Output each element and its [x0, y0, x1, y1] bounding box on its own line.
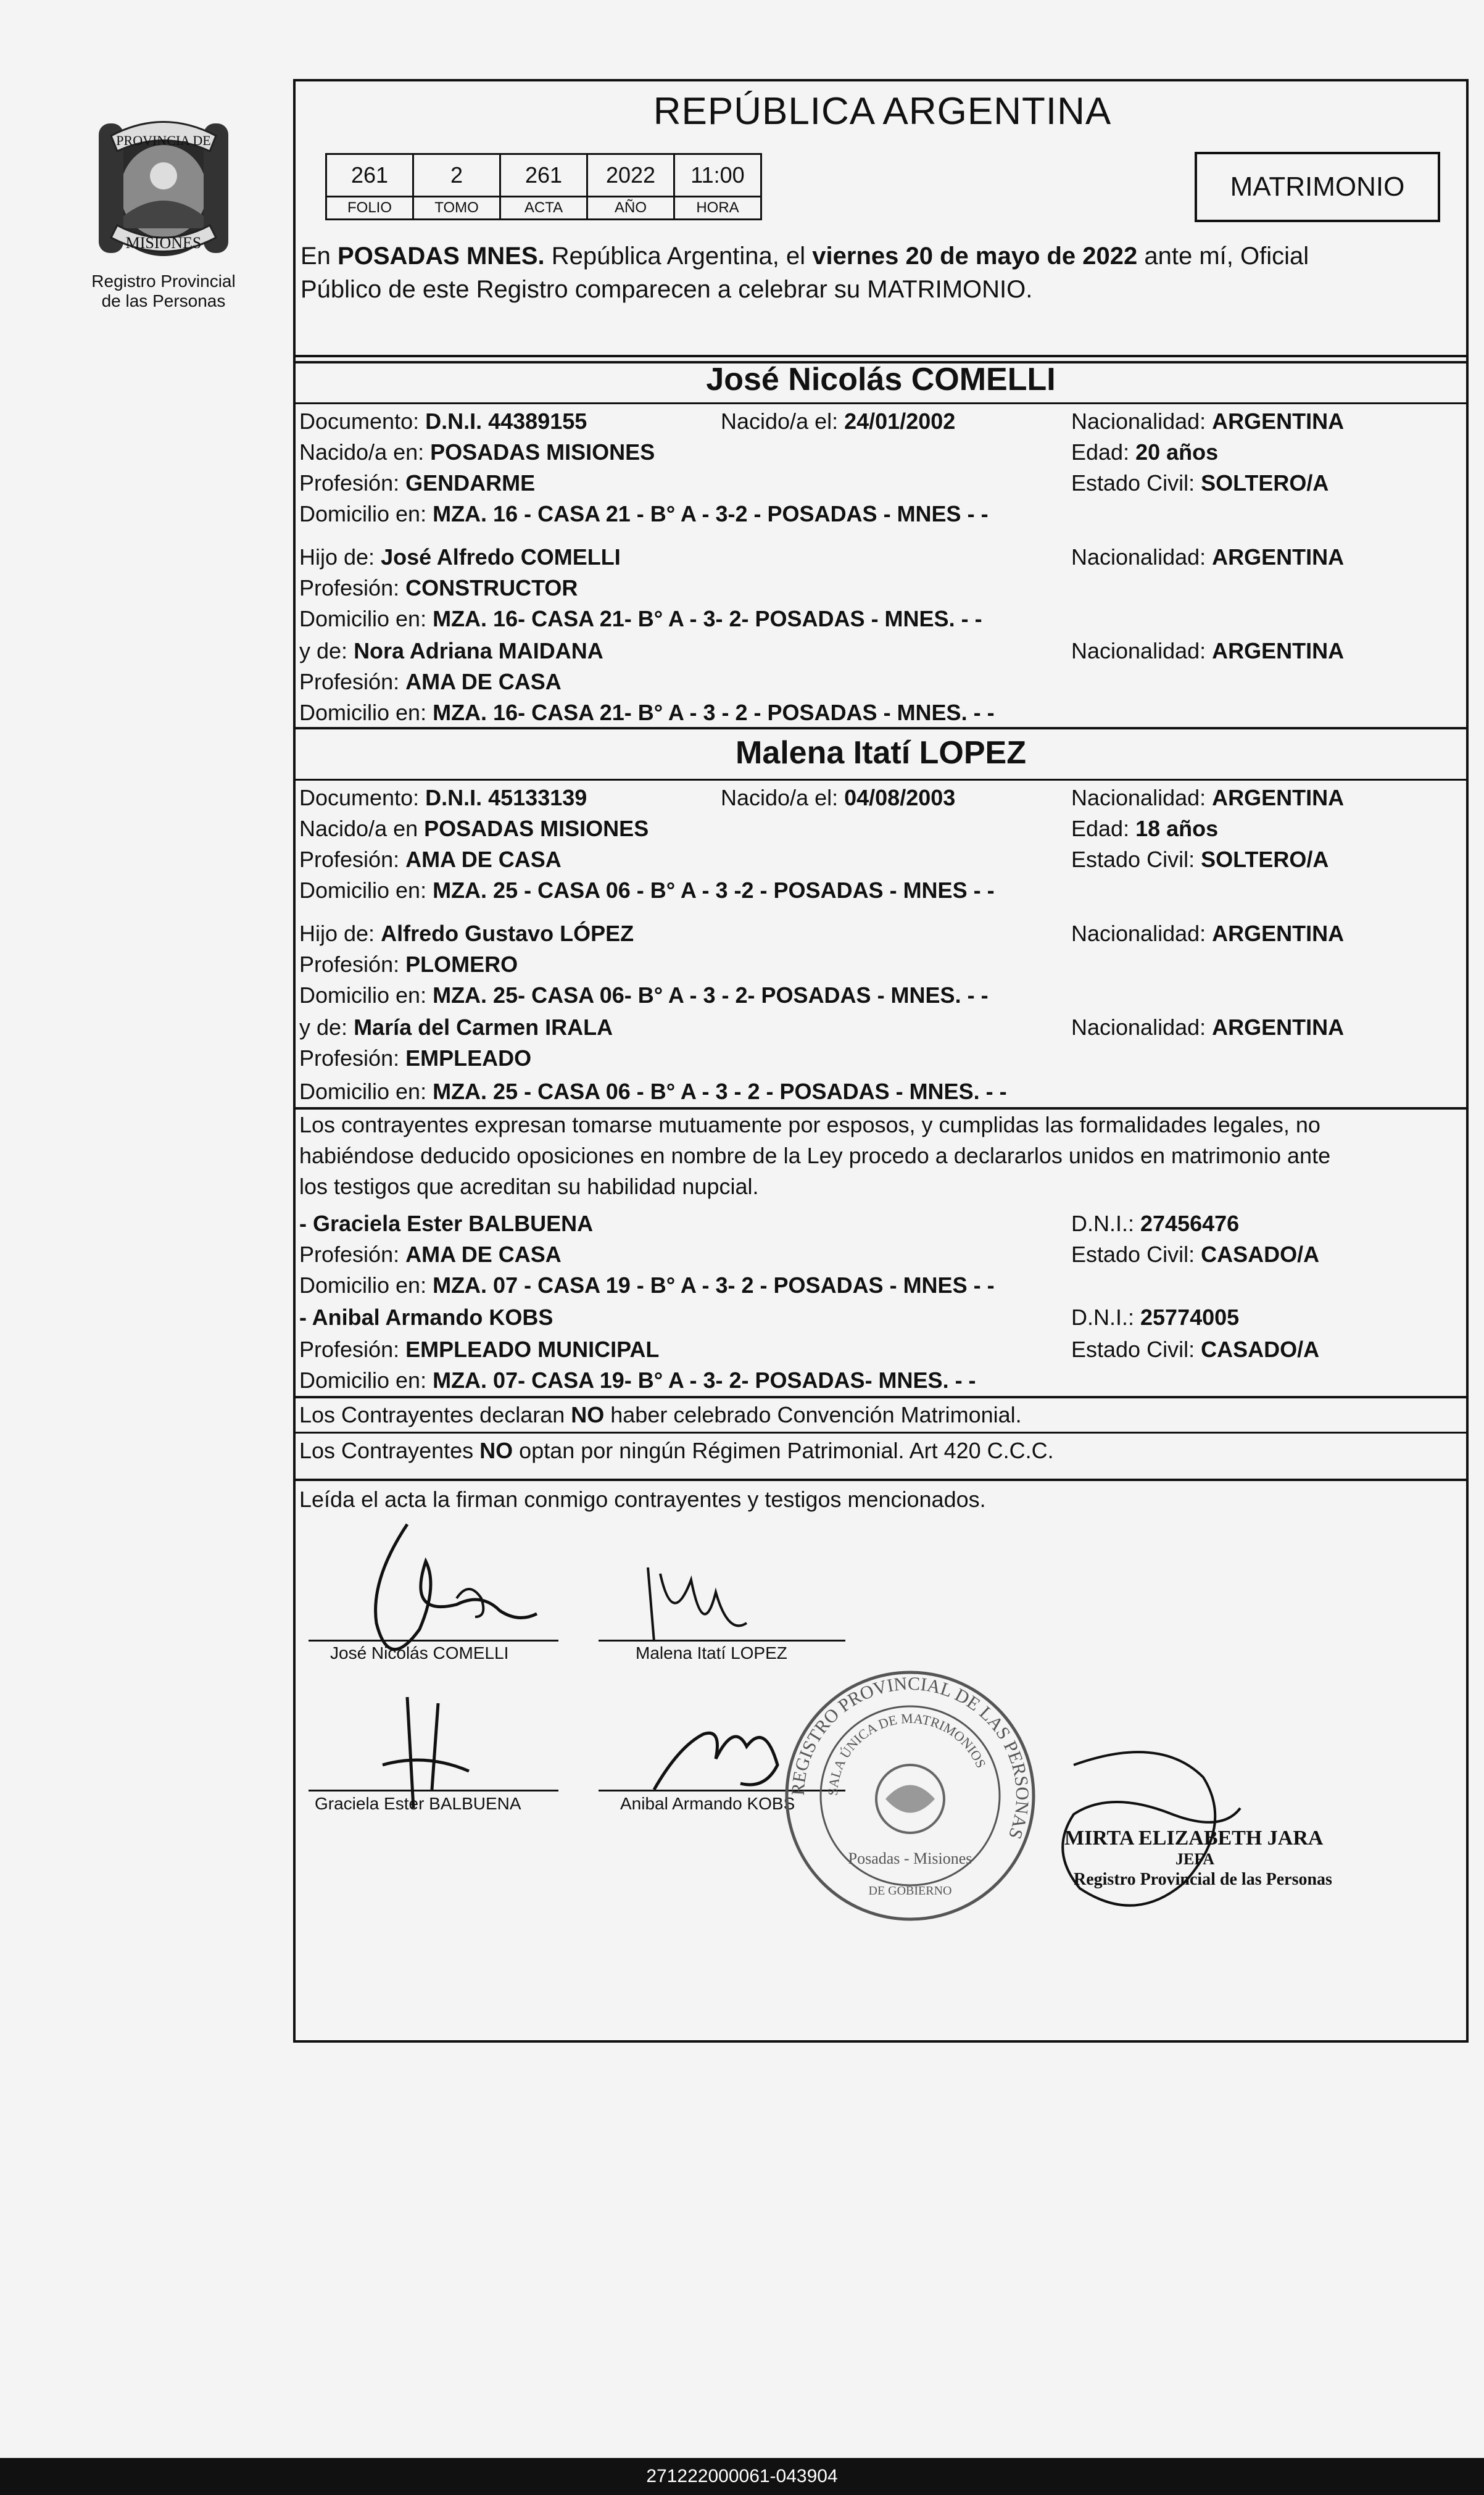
- act-type-box: MATRIMONIO: [1195, 152, 1440, 222]
- groom-mother-nacionalidad: [1071, 636, 1344, 666]
- value: SOLTERO/A: [1201, 847, 1329, 872]
- witness2-dni: [1071, 1302, 1239, 1333]
- groom-nacido-en: [299, 437, 655, 468]
- groom-father: [299, 542, 621, 573]
- label: Estado Civil:: [1071, 1242, 1201, 1267]
- label: Nacido/a el:: [721, 785, 845, 810]
- value: AMA DE CASA: [405, 669, 562, 694]
- intro-text: ante mí, Oficial: [1137, 243, 1309, 270]
- groom-domicilio: [299, 499, 989, 529]
- value: EMPLEADO MUNICIPAL: [405, 1337, 660, 1362]
- label: Nacionalidad:: [1071, 544, 1212, 570]
- value: María del Carmen IRALA: [354, 1015, 613, 1040]
- groom-father-profesion: [299, 573, 578, 604]
- bride-nacido-en: [299, 813, 649, 844]
- groom-profesion: [299, 468, 535, 499]
- value: MZA. 25 - CASA 06 - B° A - 3 - 2 - POSADAS - MNES. - -: [433, 1079, 1007, 1104]
- official-role: JEFA: [1175, 1850, 1215, 1868]
- value: Nora Adriana MAIDANA: [354, 638, 603, 663]
- intro-line2: Público de este Registro comparecen a celebrar su MATRIMONIO.: [301, 276, 1033, 303]
- value: ARGENTINA: [1212, 1015, 1345, 1040]
- value: ARGENTINA: [1212, 638, 1345, 663]
- intro-date: viernes 20 de mayo de 2022: [812, 243, 1138, 270]
- value: CASADO/A: [1201, 1337, 1320, 1362]
- hora-value: 11:00: [674, 154, 761, 197]
- value: D.N.I. 44389155: [425, 409, 587, 434]
- label: Documento:: [299, 409, 426, 434]
- anio-value: 2022: [587, 154, 674, 197]
- folio-label: FOLIO: [326, 197, 413, 220]
- value: MZA. 16 - CASA 21 - B° A - 3-2 - POSADAS - MNES - -: [433, 501, 989, 526]
- label: Profesión:: [299, 669, 406, 694]
- value: 20 años: [1135, 439, 1219, 465]
- value: 27456476: [1140, 1211, 1240, 1236]
- seal-ring-text: REGISTRO PROVINCIAL DE LAS PERSONAS: [787, 1673, 1033, 1842]
- label: Nacionalidad:: [1071, 638, 1212, 663]
- bride-nacionalidad: [1071, 783, 1344, 813]
- bride-signature-label: Malena Itatí LOPEZ: [636, 1643, 787, 1663]
- hora-label: HORA: [674, 197, 761, 220]
- emblem-bottom-text: MISIONES: [125, 234, 202, 252]
- value: D.N.I. 45133139: [425, 785, 587, 810]
- text: NO: [479, 1438, 513, 1463]
- registro-line2: de las Personas: [101, 291, 226, 310]
- label: Profesión:: [299, 575, 406, 600]
- signature-line: [309, 1790, 558, 1791]
- label: Profesión:: [299, 1045, 406, 1071]
- witness1-estado-civil: [1071, 1239, 1319, 1270]
- label: Domicilio en:: [299, 700, 433, 725]
- label: Hijo de:: [299, 544, 381, 570]
- value: AMA DE CASA: [405, 1242, 562, 1267]
- label: Domicilio en:: [299, 606, 433, 631]
- seal-bottom-text: Posadas - Misiones: [848, 1849, 972, 1867]
- label: Nacionalidad:: [1071, 921, 1212, 946]
- value: ARGENTINA: [1212, 785, 1345, 810]
- document-title: REPÚBLICA ARGENTINA: [653, 90, 1112, 133]
- intro-city: POSADAS MNES.: [338, 243, 545, 270]
- groom-mother: [299, 636, 603, 666]
- text: haber celebrado Convención Matrimonial.: [604, 1402, 1022, 1427]
- bride-estado-civil: [1071, 844, 1329, 875]
- label: D.N.I.:: [1071, 1211, 1141, 1236]
- anio-label: AÑO: [587, 197, 674, 220]
- groom-father-nacionalidad: [1071, 542, 1344, 573]
- bride-mother-nacionalidad: [1071, 1012, 1344, 1043]
- declaration-line3: los testigos que acreditan su habilidad nupcial.: [299, 1174, 759, 1199]
- label: Nacido/a en:: [299, 439, 431, 465]
- groom-signature-label: José Nicolás COMELLI: [330, 1643, 509, 1663]
- value: 25774005: [1140, 1305, 1240, 1330]
- text: optan por ningún Régimen Patrimonial. Art 420 C.C.C.: [513, 1438, 1054, 1463]
- value: MZA. 16- CASA 21- B° A - 3- 2- POSADAS - MNES. - -: [433, 606, 982, 631]
- text: Los Contrayentes declaran: [299, 1402, 571, 1427]
- label: Estado Civil:: [1071, 1337, 1201, 1362]
- declaration-line1: Los contrayentes expresan tomarse mutuamente por esposos, y cumplidas las formalidades legales, no: [299, 1112, 1320, 1137]
- intro-text: República Argentina, el: [544, 243, 813, 270]
- divider: [293, 1432, 1469, 1434]
- value: 04/08/2003: [844, 785, 956, 810]
- acta-label: ACTA: [500, 197, 587, 220]
- label: Domicilio en:: [299, 878, 433, 903]
- bride-mother: [299, 1012, 613, 1043]
- witness1-domicilio: [299, 1270, 995, 1301]
- signature-witness2: [642, 1709, 802, 1802]
- intro-paragraph: [301, 239, 1461, 306]
- label: Hijo de:: [299, 921, 381, 946]
- divider: [293, 727, 1469, 729]
- misiones-emblem-logo: [86, 111, 241, 265]
- svg-text:SALA ÚNICA DE MATRIMONIOS: [825, 1711, 989, 1796]
- witness2-estado-civil: [1071, 1334, 1319, 1365]
- label: Profesión:: [299, 847, 406, 872]
- folio-value: 261: [326, 154, 413, 197]
- witness2-signature-label: Anibal Armando KOBS: [620, 1794, 795, 1813]
- bride-father-nacionalidad: [1071, 918, 1344, 949]
- label: Edad:: [1071, 439, 1136, 465]
- value: POSADAS MISIONES: [424, 816, 649, 841]
- registro-caption: [68, 272, 259, 311]
- groom-mother-profesion: [299, 666, 562, 697]
- label: Domicilio en:: [299, 982, 433, 1008]
- witness1-dni: [1071, 1208, 1239, 1239]
- value: 18 años: [1135, 816, 1219, 841]
- registro-line1: Registro Provincial: [91, 272, 236, 291]
- value: ARGENTINA: [1212, 921, 1345, 946]
- emblem-top-text: PROVINCIA DE: [116, 133, 211, 148]
- label: Documento:: [299, 785, 426, 810]
- label: Estado Civil:: [1071, 847, 1201, 872]
- label: Nacionalidad:: [1071, 1015, 1212, 1040]
- bride-father-profesion: [299, 949, 518, 980]
- label: Profesión:: [299, 1337, 406, 1362]
- intro-text: En: [301, 243, 338, 270]
- value: MZA. 07- CASA 19- B° A - 3- 2- POSADAS- MNES. - -: [433, 1368, 976, 1393]
- label: Domicilio en:: [299, 1272, 433, 1298]
- bride-domicilio: [299, 875, 995, 906]
- declaration-line2: habiéndose deducido oposiciones en nombre de la Ley procedo a declararlos unidos en matrimonio ante: [299, 1143, 1331, 1168]
- bride-edad: [1071, 813, 1218, 844]
- bride-name: Malena Itatí LOPEZ: [736, 735, 1026, 771]
- bride-documento: [299, 783, 587, 813]
- witness1-name: [299, 1208, 593, 1239]
- groom-father-domicilio: [299, 604, 982, 634]
- divider: [293, 355, 1469, 357]
- value: MZA. 25 - CASA 06 - B° A - 3 -2 - POSADAS - MNES - -: [433, 878, 995, 903]
- value: AMA DE CASA: [405, 847, 562, 872]
- signature-line: [599, 1640, 845, 1642]
- divider: [293, 1479, 1469, 1481]
- value: CONSTRUCTOR: [405, 575, 578, 600]
- value: 24/01/2002: [844, 409, 956, 434]
- bride-profesion: [299, 844, 562, 875]
- bride-mother-domicilio: [299, 1076, 1007, 1107]
- acta-value: 261: [500, 154, 587, 197]
- label: D.N.I.:: [1071, 1305, 1141, 1330]
- groom-name: José Nicolás COMELLI: [706, 362, 1056, 397]
- value: - Anibal Armando KOBS: [299, 1305, 553, 1330]
- groom-documento: [299, 406, 587, 437]
- tomo-label: TOMO: [413, 197, 500, 220]
- label: Profesión:: [299, 952, 406, 977]
- regimen-line: [299, 1435, 1054, 1466]
- svg-text:REGISTRO PROVINCIAL DE LAS PER: [788, 1674, 1032, 1842]
- groom-nacido-el: [721, 406, 955, 437]
- label: Nacido/a el:: [721, 409, 845, 434]
- groom-mother-domicilio: [299, 697, 995, 728]
- witness2-profesion: [299, 1334, 659, 1365]
- value: José Alfredo COMELLI: [381, 544, 621, 570]
- groom-estado-civil: [1071, 468, 1329, 499]
- witness1-signature-label: Graciela Ester BALBUENA: [315, 1794, 521, 1813]
- label: Domicilio en:: [299, 1079, 433, 1104]
- label: Domicilio en:: [299, 1368, 433, 1393]
- document-code-bar: 271222000061-043904: [0, 2458, 1484, 2495]
- label: Profesión:: [299, 1242, 406, 1267]
- value: MZA. 25- CASA 06- B° A - 3 - 2- POSADAS - MNES. - -: [433, 982, 989, 1008]
- value: POSADAS MISIONES: [430, 439, 655, 465]
- label: Estado Civil:: [1071, 470, 1201, 496]
- reference-table: [325, 153, 762, 220]
- value: ARGENTINA: [1212, 409, 1345, 434]
- seal-inner-text: SALA ÚNICA DE MATRIMONIOS: [824, 1710, 989, 1796]
- bride-father-domicilio: [299, 980, 989, 1011]
- signature-line: [309, 1640, 558, 1642]
- value: ARGENTINA: [1212, 544, 1345, 570]
- value: CASADO/A: [1201, 1242, 1320, 1267]
- divider: [293, 1396, 1469, 1398]
- value: - Graciela Ester BALBUENA: [299, 1211, 594, 1236]
- witness2-name: [299, 1302, 553, 1333]
- divider: [293, 779, 1469, 781]
- witness2-domicilio: [299, 1365, 976, 1396]
- label: Profesión:: [299, 470, 406, 496]
- official-seal-stamp: [781, 1666, 1040, 1925]
- convencion-line: [299, 1400, 1022, 1430]
- closing-text: Leída el acta la firman conmigo contrayentes y testigos mencionados.: [299, 1487, 986, 1512]
- bride-mother-profesion: [299, 1043, 531, 1074]
- label: Nacionalidad:: [1071, 785, 1212, 810]
- value: GENDARME: [405, 470, 536, 496]
- groom-edad: [1071, 437, 1218, 468]
- value: PLOMERO: [405, 952, 518, 977]
- value: SOLTERO/A: [1201, 470, 1329, 496]
- value: MZA. 16- CASA 21- B° A - 3 - 2 - POSADAS - MNES. - -: [433, 700, 995, 725]
- tomo-value: 2: [413, 154, 500, 197]
- divider: [293, 402, 1469, 404]
- official-name: MIRTA ELIZABETH JARA: [1064, 1827, 1324, 1849]
- label: Nacionalidad:: [1071, 409, 1212, 434]
- bride-father: [299, 918, 634, 949]
- value: EMPLEADO: [405, 1045, 532, 1071]
- groom-nacionalidad: [1071, 406, 1344, 437]
- witness1-profesion: [299, 1239, 562, 1270]
- label: Edad:: [1071, 816, 1136, 841]
- bride-nacido-el: [721, 783, 955, 813]
- seal-footer-text: DE GOBIERNO: [868, 1884, 952, 1898]
- text: Los Contrayentes: [299, 1438, 480, 1463]
- official-office: Registro Provincial de las Personas: [1074, 1870, 1332, 1889]
- value: MZA. 07 - CASA 19 - B° A - 3- 2 - POSADAS - MNES - -: [433, 1272, 995, 1298]
- label: Nacido/a en: [299, 816, 425, 841]
- signature-bride: [623, 1555, 784, 1654]
- text: NO: [571, 1402, 605, 1427]
- label: Domicilio en:: [299, 501, 433, 526]
- label: y de:: [299, 1015, 354, 1040]
- value: Alfredo Gustavo LÓPEZ: [381, 921, 634, 946]
- label: y de:: [299, 638, 354, 663]
